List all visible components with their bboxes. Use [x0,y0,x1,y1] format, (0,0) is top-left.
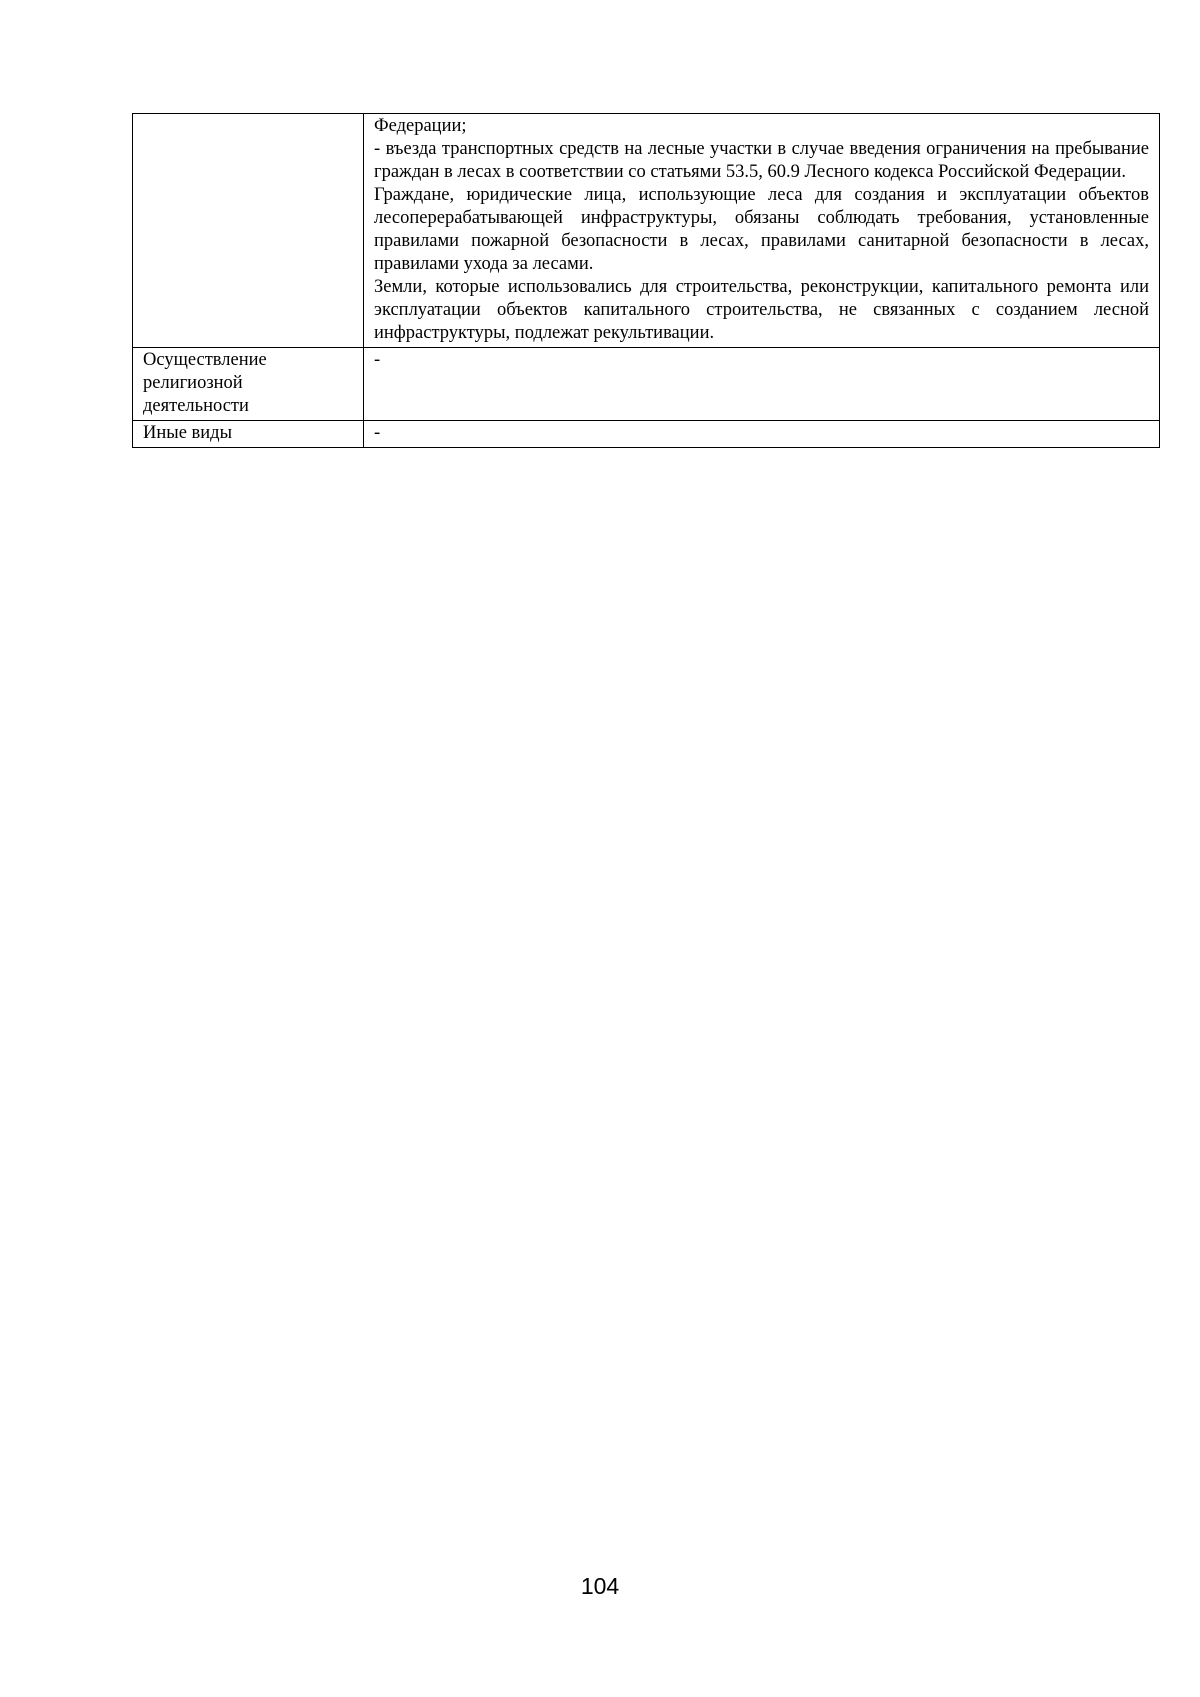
cell-value: - [374,423,381,443]
page-number: 104 [580,1573,620,1599]
activity-label: Иные виды [143,423,233,443]
cell-value: - [374,350,381,370]
table-cell-right [364,114,1160,348]
paragraph: Граждане, юридические лица, использующие леса для создания и эксплуатации объектов лесоперерабатывающей инфраструктуры, обязаны соблюдать требования, установленные правилами пожарной безопасности в лесах, правилами санитарной безопасности в лесах, правилами ухода за лесами. [374,185,1149,274]
table-cell-right [364,421,1160,448]
document-table [132,113,1160,448]
activity-label-line: религиозной [143,373,243,393]
table-row [133,421,1160,448]
paragraph: Земли, которые использовались для строительства, реконструкции, капитального ремонта или эксплуатации объектов капитального строительства, не связанных с созданием лесной инфраструктуры, подлежат рекультивации. [374,277,1149,343]
table-row [133,348,1160,421]
table-cell-left [133,421,364,448]
activity-label-line: Осуществление [143,350,267,370]
table-cell-left [133,114,364,348]
activity-label-line: деятельности [143,396,249,416]
table-cell-left [133,348,364,421]
paragraph: - въезда транспортных средств на лесные участки в случае введения ограничения на пребывание граждан в лесах в соответствии со статьями 53.5, 60.9 Лесного кодекса Российской Федерации. [374,139,1149,182]
table-cell-right [364,348,1160,421]
paragraph: Федерации; [374,116,467,136]
table-row [133,114,1160,348]
